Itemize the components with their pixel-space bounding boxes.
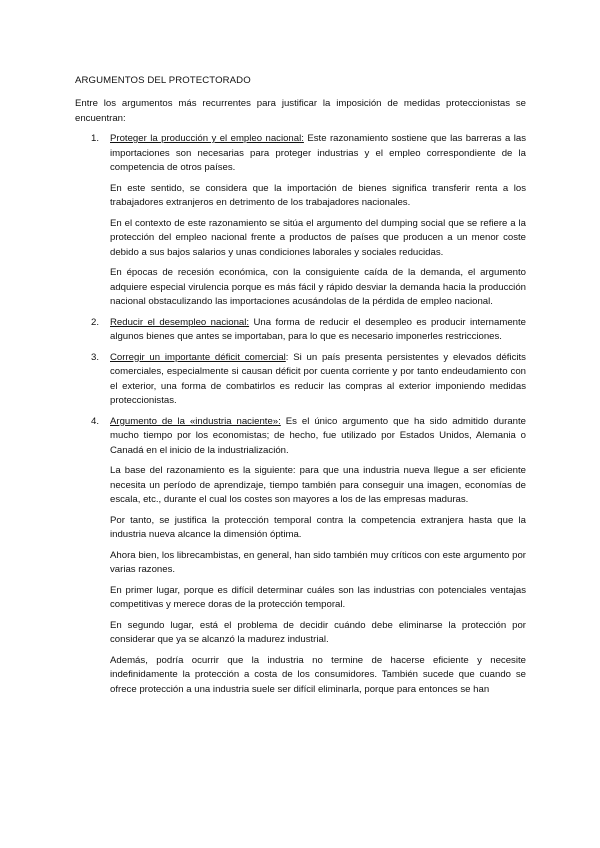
item-text: Este razonamiento sostiene que las barreras a las importaciones son necesarias para proteger industrias y el empleo correspondiente de la competencia de otros países.: [110, 133, 526, 173]
arguments-list: [75, 132, 526, 703]
list-item: [75, 132, 526, 310]
item-paragraph: En el contexto de este razonamiento se sitúa el argumento del dumping social que se refiere a la protección del empleo nacional frente a productos de países que producen a un menor coste debido a sus bajos salarios y unas condiciones laborales y sociales reducidas.: [110, 217, 526, 258]
item-paragraph: En segundo lugar, está el problema de decidir cuándo debe eliminarse la protección por considerar que ya se alcanzó la madurez industrial.: [110, 619, 526, 645]
item-heading: Argumento de la «industria naciente»:: [110, 415, 281, 427]
item-text: Es el único argumento que ha sido admitido durante mucho tiempo por los economistas; de hecho, fue utilizado por Estados Unidos, Alemania o Canadá en el inicio de la industrialización.: [110, 415, 526, 456]
item-first-paragraph: [110, 316, 526, 345]
item-paragraph: Ahora bien, los librecambistas, en general, han sido también muy críticos con este argumento por varias razones.: [110, 549, 526, 575]
item-first-paragraph: [110, 415, 526, 459]
item-paragraph: La base del razonamiento es la siguiente: para que una industria nueva llegue a ser eficiente necesita un período de aprendizaje, tiempo también para conseguir una imagen, economías de escala, etc., durante el cual los costes son mayores a los de las empresas maduras.: [110, 465, 526, 505]
item-first-paragraph: [110, 132, 526, 176]
item-number: 3.: [91, 351, 100, 363]
item-paragraph: En este sentido, se considera que la importación de bienes significa transferir renta a los trabajadores extranjeros en detrimento de los trabajadores nacionales.: [110, 182, 526, 208]
list-item: [75, 316, 526, 345]
item-paragraph: Por tanto, se justifica la protección temporal contra la competencia extranjera hasta que la industria nueva alcance la dimensión óptima.: [110, 514, 526, 540]
list-item: [75, 415, 526, 698]
item-paragraph: En épocas de recesión económica, con la consiguiente caída de la demanda, el argumento adquiere especial virulencia porque es más fácil y rápido desviar la demanda hacia la producción nacional obstaculizando las importaciones acusándolas de la pérdida de empleo nacional.: [110, 267, 526, 307]
item-number: 4.: [91, 415, 100, 427]
item-heading: Reducir el desempleo nacional:: [110, 316, 250, 328]
item-first-paragraph: [110, 351, 526, 409]
item-text: Una forma de reducir el desempleo es producir internamente algunos bienes que antes se importaban, para lo que es necesario imponerles restricciones.: [110, 316, 526, 342]
item-number: 2.: [91, 316, 100, 328]
item-heading: Proteger la producción y el empleo nacional:: [110, 133, 304, 144]
item-text: : Si un país presenta persistentes y elevados déficits comerciales, especialmente si causan déficit por cuenta corriente y por tanto endeudamiento con el exterior, una forma de combatirlos es reducir las compras al exterior imponiendo medidas proteccionistas.: [110, 351, 526, 406]
item-paragraph: En primer lugar, porque es difícil determinar cuáles son las industrias con potenciales ventajas competitivas y merece doras de la protección temporal.: [110, 584, 526, 610]
item-paragraph: Además, podría ocurrir que la industria no termine de hacerse eficiente y necesite indefinidamente la protección a costa de los consumidores. También sucede que cuando se ofrece protección a una industria suele ser difícil eliminarla, porque para entonces se han: [110, 654, 526, 695]
item-heading: Corregir un importante déficit comercial: [110, 351, 286, 363]
item-number: 1.: [91, 133, 100, 144]
intro-paragraph: Entre los argumentos más recurrentes para justificar la imposición de medidas proteccionistas se encuentran:: [75, 98, 526, 124]
document-title: ARGUMENTOS DEL PROTECTORADO: [75, 75, 251, 86]
list-item: [75, 351, 526, 409]
